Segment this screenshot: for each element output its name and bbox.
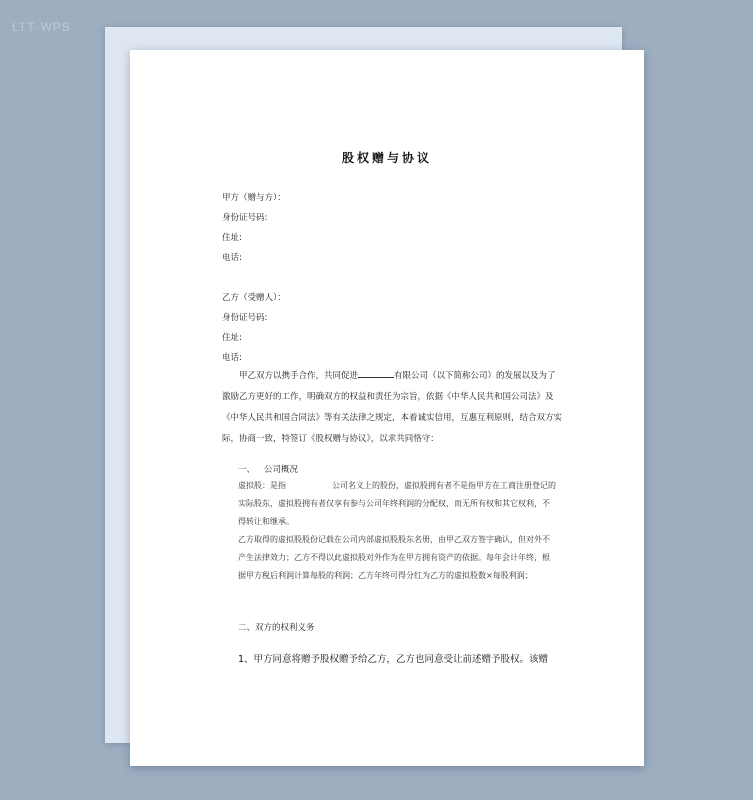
party-b-label: 乙方（受赠人）： <box>222 293 286 303</box>
intro-text-rest: 有限公司（以下简称公司）的发展以及为了激励乙方更好的工作，明确双方的权益和责任为宗旨，依据《中华人民共和国公司法》及《中华人民共和国合同法》等有关法律之规定，本着诚实信用，互惠互利原则，结合双方实际，协商一致，特签订《股权赠与协议》，以求共同恪守： <box>222 371 563 444</box>
document-page <box>130 50 644 766</box>
section-1-heading <box>238 463 298 475</box>
party-b-address-label: 住址: <box>222 333 242 343</box>
section-1-number: 一、 <box>238 465 256 475</box>
party-a-phone-label: 电话: <box>222 253 242 263</box>
section-1-title: 公司概况 <box>264 465 299 475</box>
document-title: 股权赠与协议 <box>341 151 432 165</box>
company-name-blank <box>358 368 394 378</box>
intro-paragraph <box>222 366 564 450</box>
intro-text-start: 甲乙双方以携手合作，共同促进 <box>239 371 359 381</box>
section-2-heading: 二、双方的权利义务 <box>238 623 315 633</box>
party-b-phone-label: 电话: <box>222 353 242 363</box>
definition-text: 公司名义上的股份，虚拟股拥有者不是指甲方在工商注册登记的实际股东，虚拟股拥有者仅享有参与公司年终利润的分配权，而无所有权和其它权利，不得转让和继承。 <box>238 481 556 526</box>
virtual-share-records-paragraph: 乙方取得的虚拟股股份记载在公司内部虚拟股股东名册，由甲乙双方签字确认，但对外不产生法律效力；乙方不得以此虚拟股对外作为在甲方拥有资产的依据。每年会计年终，根据甲方税后利润计算每股的利润；乙方年终可得分红为乙方的虚拟股数×每股利润； <box>238 535 550 580</box>
watermark-text: LTT·WPS <box>12 20 71 34</box>
virtual-share-definition <box>238 477 556 531</box>
party-b-id-label: 身份证号码: <box>222 313 268 323</box>
clause-1-text: 1、甲方同意将赠予股权赠予给乙方，乙方也同意受让前述赠予股权。该赠 <box>238 654 549 665</box>
party-a-label: 甲方（赠与方）： <box>222 193 286 203</box>
party-a-id-label: 身份证号码: <box>222 213 268 223</box>
party-a-address-label: 住址: <box>222 233 242 243</box>
definition-lead: 虚拟股：是指 <box>238 481 286 490</box>
